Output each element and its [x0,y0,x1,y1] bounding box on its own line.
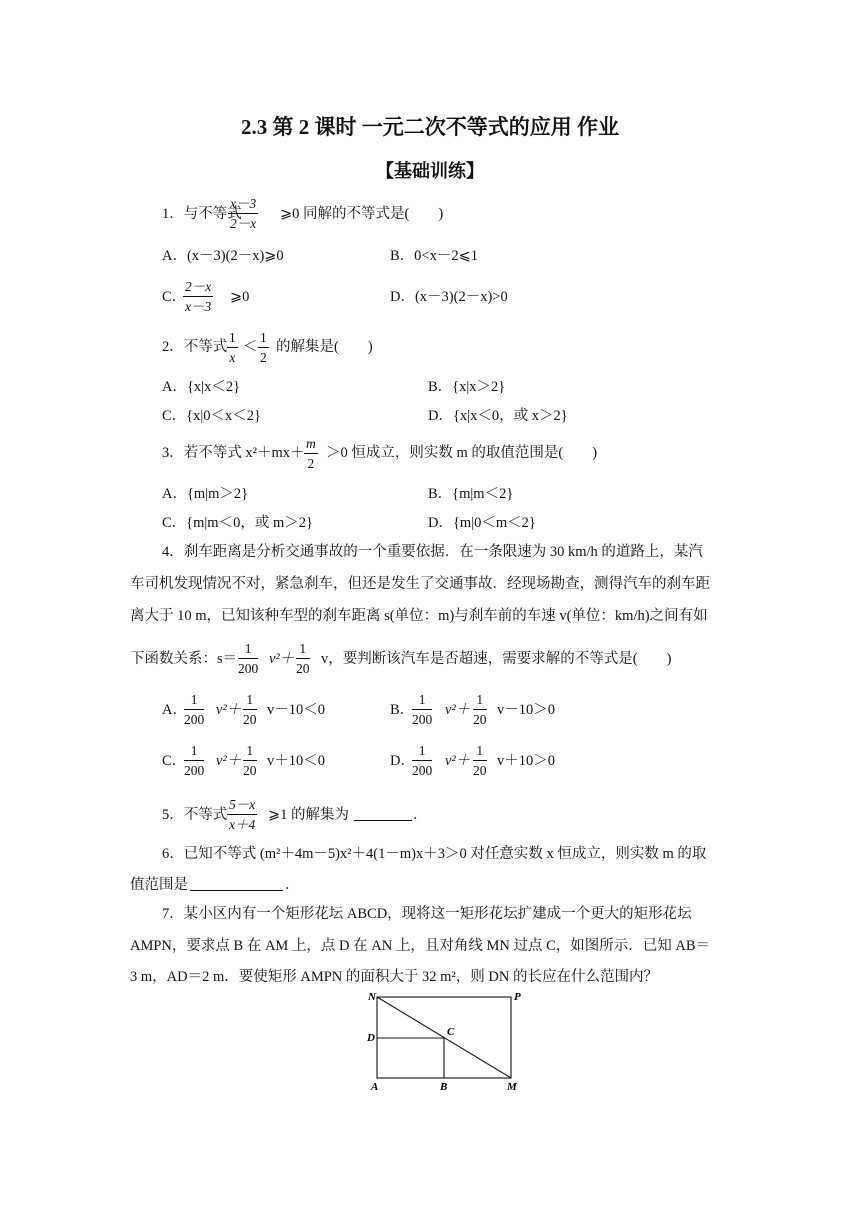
q4-option-c-label: C． [162,753,187,769]
q2-fraction-2-denominator: 2 [260,349,267,365]
q1-option-c-denominator: x－3 [185,298,212,314]
q1-option-c-suffix: ⩾0 [230,289,250,305]
q5-end: ． [413,807,428,823]
q2-prefix: 2．不等式 [162,339,228,355]
q3-option-c: C．{m|m＜0，或 m＞2} [162,515,313,531]
q1-option-b: B．0<x－2⩽1 [390,248,478,264]
q5-fraction-denominator: x＋4 [229,816,256,832]
q4-fraction-2-numerator: 1 [296,642,310,659]
q1-option-c-label: C． [162,289,187,305]
q1-suffix: ⩾0 同解的不等式是( ) [280,206,444,222]
q7-line-2: AMPN，要求点 B 在 AM 上，点 D 在 AN 上，且对角线 MN 过点 C，如图所示．已知 AB＝ [130,938,711,954]
q4-option-c-f1-den: 200 [184,762,205,778]
label-N: N [368,991,376,1003]
q4-option-b-f1-num: 1 [412,693,432,710]
label-M: M [507,1081,517,1093]
q1-fraction-denominator: 2－x [230,215,257,231]
q3-option-a: A．{m|m＞2} [162,486,249,502]
q4-option-c-f1-num: 1 [184,744,204,761]
q5-prefix: 5．不等式 [162,807,228,823]
q4-line-4-prefix: 下函数关系：s＝ [130,651,238,667]
q4-option-c-f2-den: 20 [243,762,257,778]
q4-line-2: 车司机发现情况不对，紧急刹车，但还是发生了交通事故．经现场勘查，测得汽车的刹车距 [130,576,710,592]
q2-option-a: A．{x|x＜2} [162,379,241,395]
label-A: A [371,1081,379,1093]
q4-option-c-mid: v²＋ [216,753,242,769]
q1-option-d: D．(x－3)(2－x)>0 [390,289,508,305]
q6-line-1: 6．已知不等式 (m²＋4m－5)x²＋4(1－m)x＋3＞0 对任意实数 x 恒成立，则实数 m 的取 [162,846,707,862]
q4-option-b-label: B． [390,702,415,718]
q4-option-d-label: D． [390,753,415,769]
q4-option-b-f2-num: 1 [473,693,487,710]
q4-option-a-label: A． [162,702,187,718]
q4-option-c-tail: v＋10＜0 [267,753,325,769]
q2-suffix: 的解集是( ) [276,339,373,355]
q4-line-3: 离大于 10 m，已知该种车型的刹车距离 s(单位：m)与刹车前的车速 v(单位：km/h)之间有如 [130,608,708,624]
q2-option-c: C．{x|0＜x＜2} [162,408,261,424]
q1-option-a: A．(x－3)(2－x)⩾0 [162,248,284,264]
label-C: C [447,1026,455,1038]
q4-option-a-f1-den: 200 [184,711,205,727]
label-B: B [440,1081,448,1093]
q4-option-d-f2-num: 1 [473,744,487,761]
q4-option-a-f1-num: 1 [184,693,204,710]
q3-prefix: 3．若不等式 x²＋mx＋ [162,445,305,461]
q4-option-b-f1-den: 200 [412,711,433,727]
q3-option-b: B．{m|m＜2} [428,486,514,502]
rectangle-ABCD-edges [377,1038,444,1078]
q7-line-3: 3 m，AD＝2 m．要使矩形 AMPN 的面积大于 32 m²，则 DN 的长应在什么范围内？ [130,969,658,985]
q4-option-d-f1-num: 1 [412,744,432,761]
q4-option-b-tail: v－10＞0 [497,702,555,718]
q2-option-d: D．{x|x＜0，或 x＞2} [428,408,568,424]
q4-line-1: 4．刹车距离是分析交通事故的一个重要依据．在一条限速为 30 km/h 的道路上，某汽 [162,544,703,560]
q4-option-a-mid: v²＋ [216,702,242,718]
q4-fraction-1-denominator: 200 [238,660,259,676]
q3-suffix: ＞0 恒成立，则实数 m 的取值范围是( ) [326,445,598,461]
label-D: D [367,1032,375,1044]
q4-v-squared-plus: v²＋ [269,651,295,667]
q3-fraction-numerator: m [304,437,318,454]
q2-fraction-2-numerator: 1 [258,331,269,348]
q4-fraction-2-denominator: 20 [296,660,310,676]
q6-line-2-prefix: 值范围是 [130,877,188,893]
q2-less-than: ＜ [243,339,258,355]
q4-fraction-1-numerator: 1 [238,642,258,659]
q2-fraction-1-denominator: x [229,349,236,365]
q4-option-b-f2-den: 20 [473,711,487,727]
q4-option-b-mid: v²＋ [445,702,471,718]
q3-option-d: D．{m|0＜m＜2} [428,515,536,531]
q1-prefix: 1．与不等式 [162,206,242,222]
label-P: P [514,991,521,1003]
q4-option-d-f2-den: 20 [473,762,487,778]
q3-fraction-denominator: 2 [307,455,315,471]
q4-option-c-f2-num: 1 [243,744,257,761]
q4-option-d-mid: v²＋ [445,753,471,769]
q1-fraction-numerator: x－3 [228,197,258,214]
q6-end: ． [285,877,300,893]
q4-option-d-f1-den: 200 [412,762,433,778]
q4-option-a-f2-den: 20 [243,711,257,727]
q4-option-a-tail: v－10＜0 [267,702,325,718]
q4-line-4-suffix: v，要判断该汽车是否超速，需要求解的不等式是( ) [321,651,672,667]
q7-line-1: 7．某小区内有一个矩形花坛 ABCD，现将这一矩形花坛扩建成一个更大的矩形花坛 [162,906,692,922]
q1-option-c-numerator: 2－x [183,280,213,297]
q5-suffix: ⩾1 的解集为 [268,807,350,823]
q5-fraction-numerator: 5－x [227,798,257,815]
section-heading: 【基础训练】 [376,161,484,181]
q2-fraction-1-numerator: 1 [227,331,238,348]
page-title: 2.3 第 2 课时 一元二次不等式的应用 作业 [241,115,619,139]
q4-option-d-tail: v＋10＞0 [497,753,555,769]
q4-option-a-f2-num: 1 [243,693,257,710]
q2-option-b: B．{x|x＞2} [428,379,506,395]
